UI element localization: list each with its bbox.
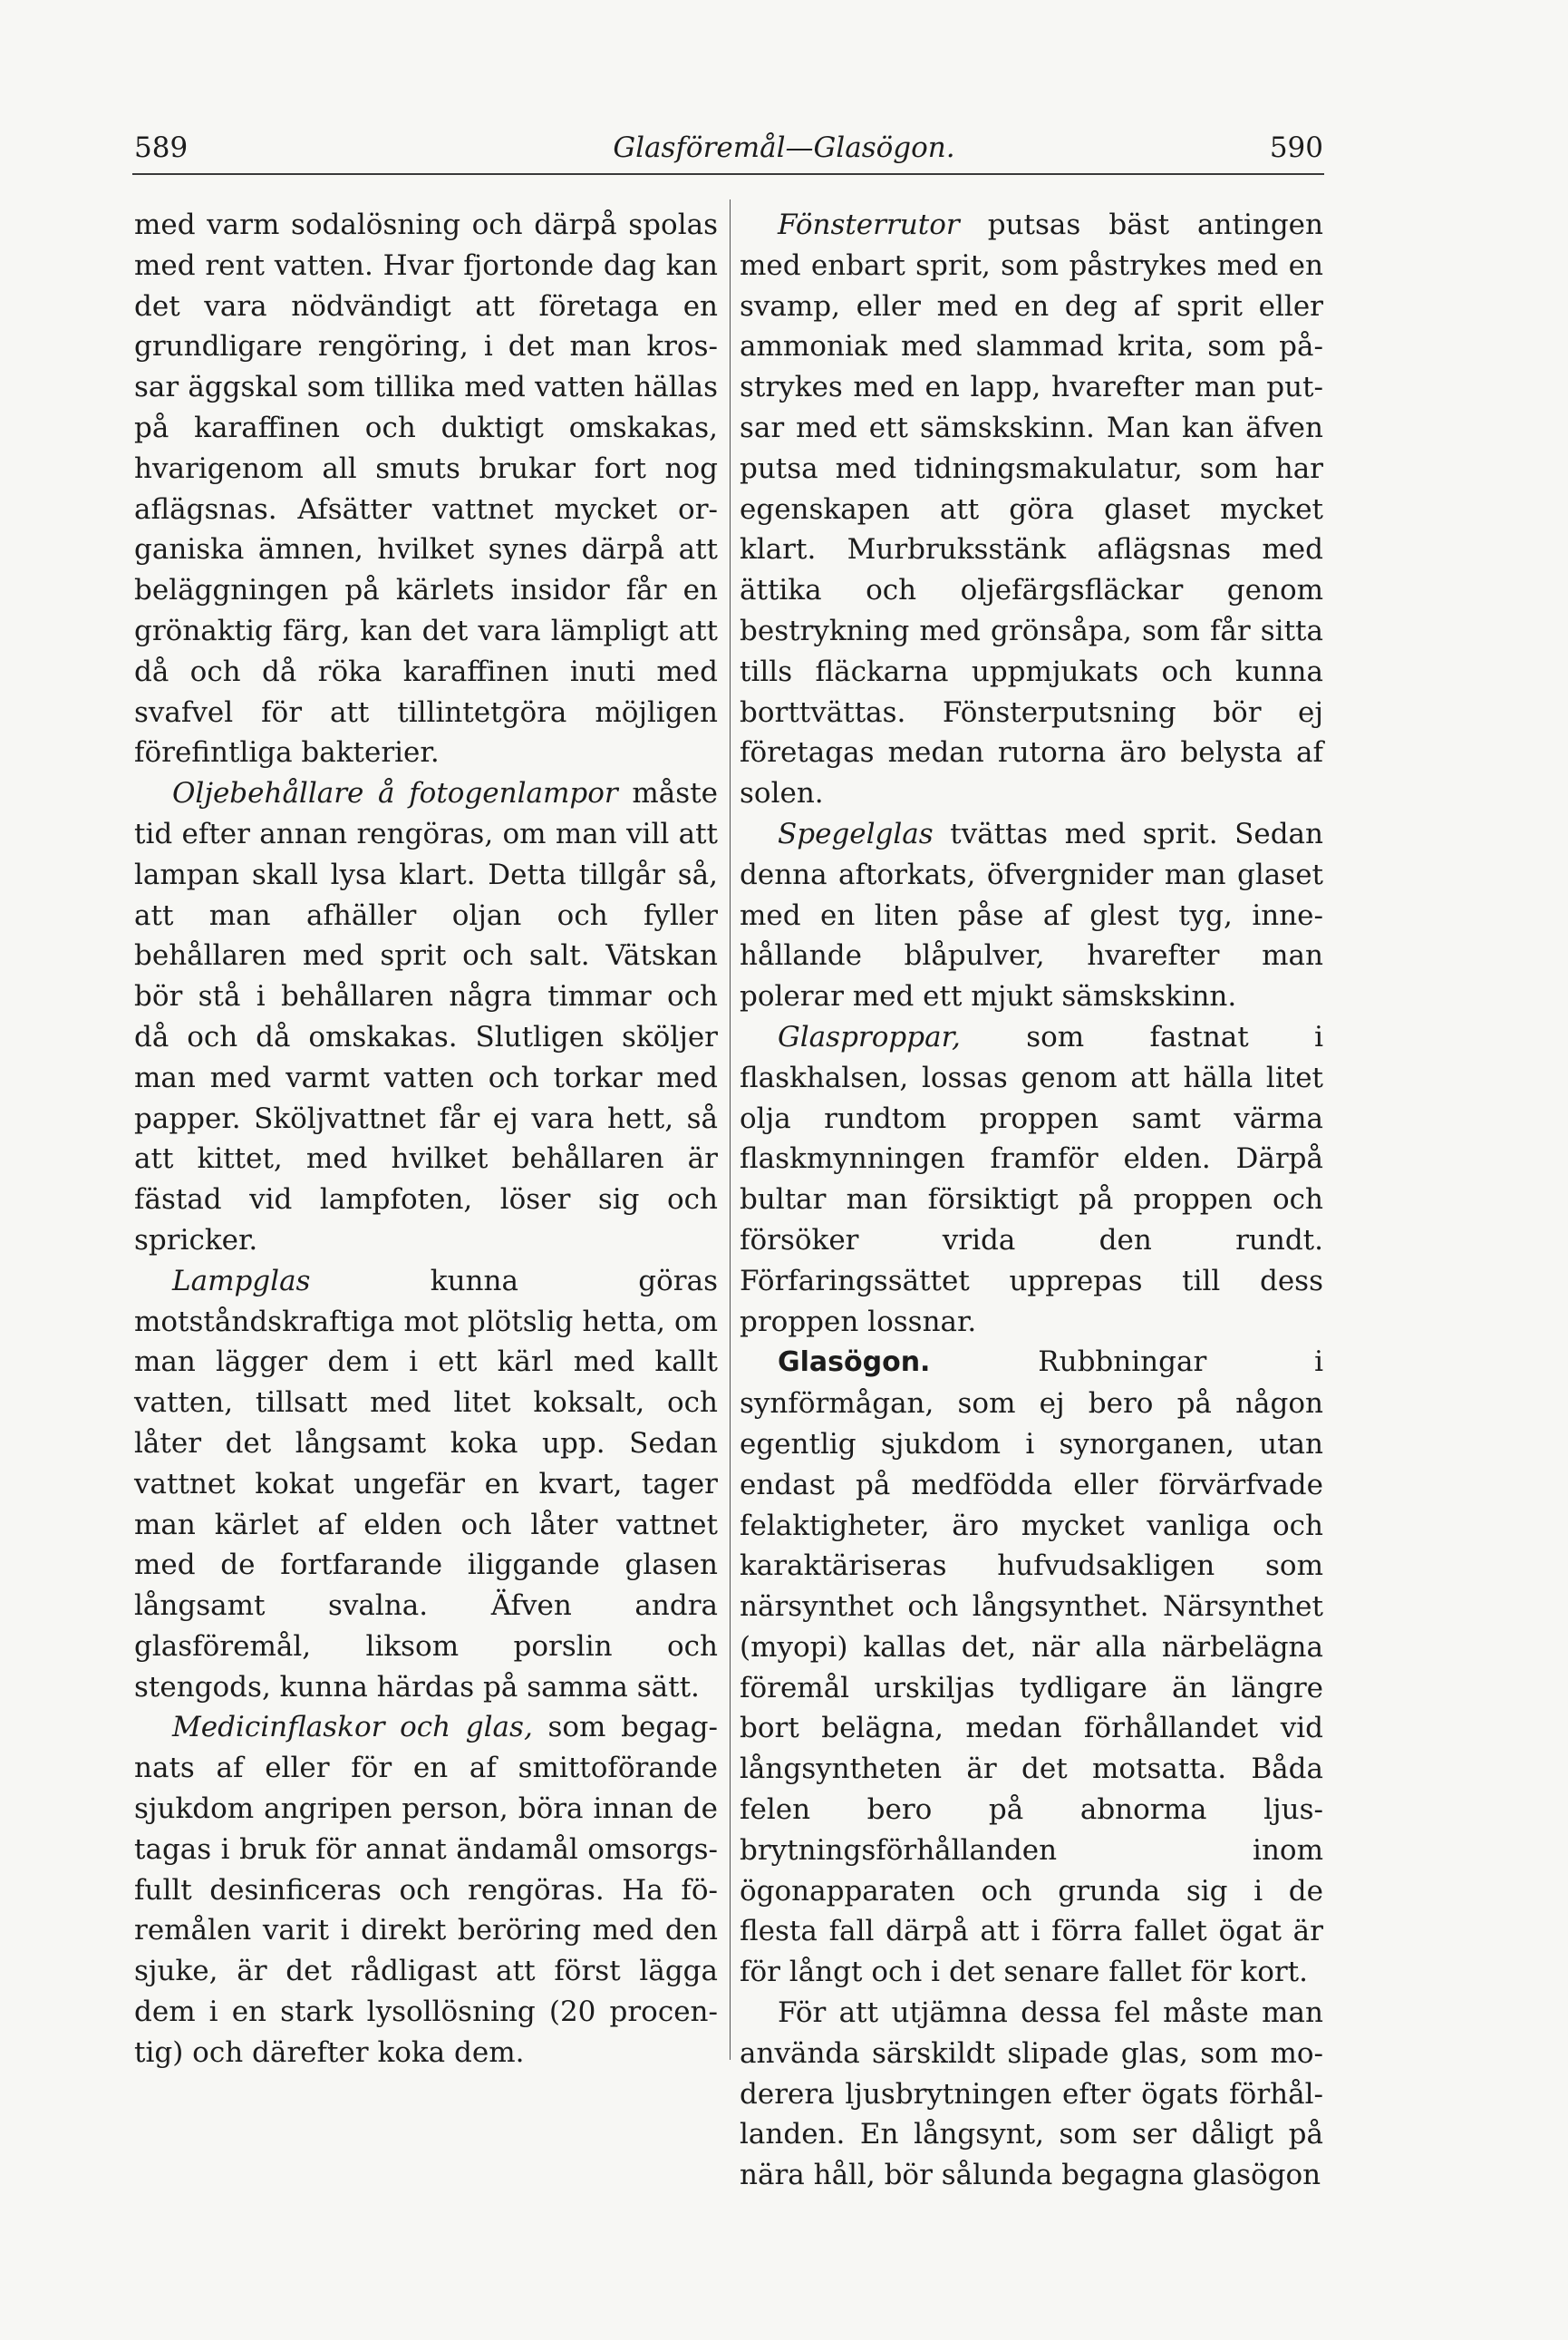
paragraph — [740, 814, 1323, 1017]
paragraph-text: putsas bäst antingen med enbart sprit, som påstrykes med en svamp, eller med en deg af sprit eller ammoniak med slammad krita, som påstrykes med en lapp, hvarefter man putsar med ett sämskskinn. Man kan äfven putsa med tidningsmakulatur, som har egenskapen att göra glaset mycket klart. Murbruksstänk aflägsnas med ättika och oljefärgsfläckar genom bestrykning med grönsåpa, som får sitta tills fläckarna uppmjukats och kunna borttvättas. Fönsterputsning bör ej företagas medan rutorna äro belysta af solen. — [740, 209, 1323, 811]
entry-heading: Glasögon. — [778, 1346, 931, 1379]
running-title: Glasföremål—Glasögon. — [613, 131, 955, 164]
column-divider — [730, 199, 731, 2060]
entry-term: Lampglas — [172, 1264, 311, 1297]
paragraph-text: som fastnat i flaskhalsen, lossas genom att hälla litet olja rundtom proppen samt värma flaskmynningen framför elden. Därpå bultar man försiktigt på proppen och försöker vrida den rundt. Förfaringssättet upprepas till dess proppen lossnar. — [740, 1020, 1323, 1338]
paragraph — [134, 1261, 718, 1708]
entry-term: Glasproppar, — [778, 1020, 961, 1053]
page-number-left: 589 — [134, 131, 189, 164]
paragraph-text: tvättas med sprit. Sedan denna aftorkats, öfvergnider man glaset med en liten påse af glest tyg, innehållande blåpulver, hvarefter man polerar med ett mjukt sämskskinn. — [740, 817, 1323, 1014]
right-column — [740, 205, 1323, 2196]
paragraph-text: som begagnats af eller för en af smittoförande sjukdom angripen person, böra innan de tagas i bruk för annat ändamål omsorgsfullt desinficeras och rengöras. Ha föremålen varit i direkt beröring med den sjuke, är det rådligast att först lägga dem i en stark lysollösning (20 procentig) och därefter koka dem. — [134, 1711, 718, 2069]
paragraph-text: Rubbningar i synförmågan, som ej bero på någon egentlig sjukdom i synorganen, utan endast på medfödda eller förvärfvade felaktigheter, äro mycket vanliga och karaktäriseras hufvudsakligen som närsynthet och långsynthet. Närsynthet (myopi) kallas det, när alla närbelägna föremål urskiljas tydligare än längre bort belägna, medan förhållandet vid långsyntheten är det motsatta. Båda felen bero på abnorma ljusbrytningsförhållanden inom ögonapparaten och grunda sig i de flesta fall därpå att i förra fallet ögat är för långt och i det senare fallet för kort. — [740, 1345, 1323, 1989]
paragraph — [134, 773, 718, 1261]
paragraph — [740, 205, 1323, 814]
page-number-right: 590 — [1269, 131, 1323, 164]
entry-term: Oljebehållare å fotogenlampor — [172, 777, 618, 811]
paragraph — [740, 1342, 1323, 1993]
entry-term: Medicinflaskor och glas, — [172, 1711, 533, 1744]
left-column — [134, 205, 718, 2073]
paragraph — [134, 1707, 718, 2073]
paragraph-text: med varm sodalösning och därpå spolas med rent vatten. Hvar fjortonde dag kan det vara nödvändigt att företaga en grundligare rengöring, i det man krossar äggskal som tillika med vatten hällas på karaffinen och duktigt omskakas, hvarigenom all smuts brukar fort nog aflägsnas. Afsätter vattnet mycket organiska ämnen, hvilket synes därpå att beläggningen på kärlets insidor får en grönaktig färg, kan det vara lämpligt att då och då röka karaffinen inuti med svafvel för att tillintetgöra möjligen förefintliga bakterier. — [134, 209, 718, 770]
entry-term: Fönsterrutor — [778, 209, 960, 241]
paragraph-text: måste tid efter annan rengöras, om man vill att lampan skall lysa klart. Detta tillgår så, att man afhäller oljan och fyller behållaren med sprit och salt. Vätskan bör stå i behållaren några timmar och då och då omskakas. Slutligen sköljer man med varmt vatten och torkar med papper. Sköljvattnet får ej vara hett, så att kittet, med hvilket behållaren är fästad vid lampfoten, löser sig och spricker. — [134, 777, 719, 1257]
paragraph — [134, 205, 718, 773]
paragraph-text: För att utjämna dessa fel måste man använda särskildt slipade glas, som moderera ljusbrytningen efter ögats förhållanden. En långsynt, som ser dåligt på nära håll, bör sålunda begagna glasögon — [740, 1996, 1323, 2192]
paragraph — [740, 1993, 1323, 2196]
paragraph — [740, 1017, 1323, 1342]
header-rule — [132, 173, 1324, 175]
entry-term: Spegelglas — [778, 817, 934, 850]
paragraph-text: kunna göras motståndskraftiga mot plötslig hetta, om man lägger dem i ett kärl med kallt vatten, tillsatt med litet koksalt, och låter det långsamt koka upp. Sedan vattnet kokat ungefär en kvart, tager man kärlet af elden och låter vattnet med de fortfarande iliggande glasen långsamt svalna. Äfven andra glasföremål, liksom porslin och stengods, kunna härdas på samma sätt. — [134, 1264, 718, 1704]
